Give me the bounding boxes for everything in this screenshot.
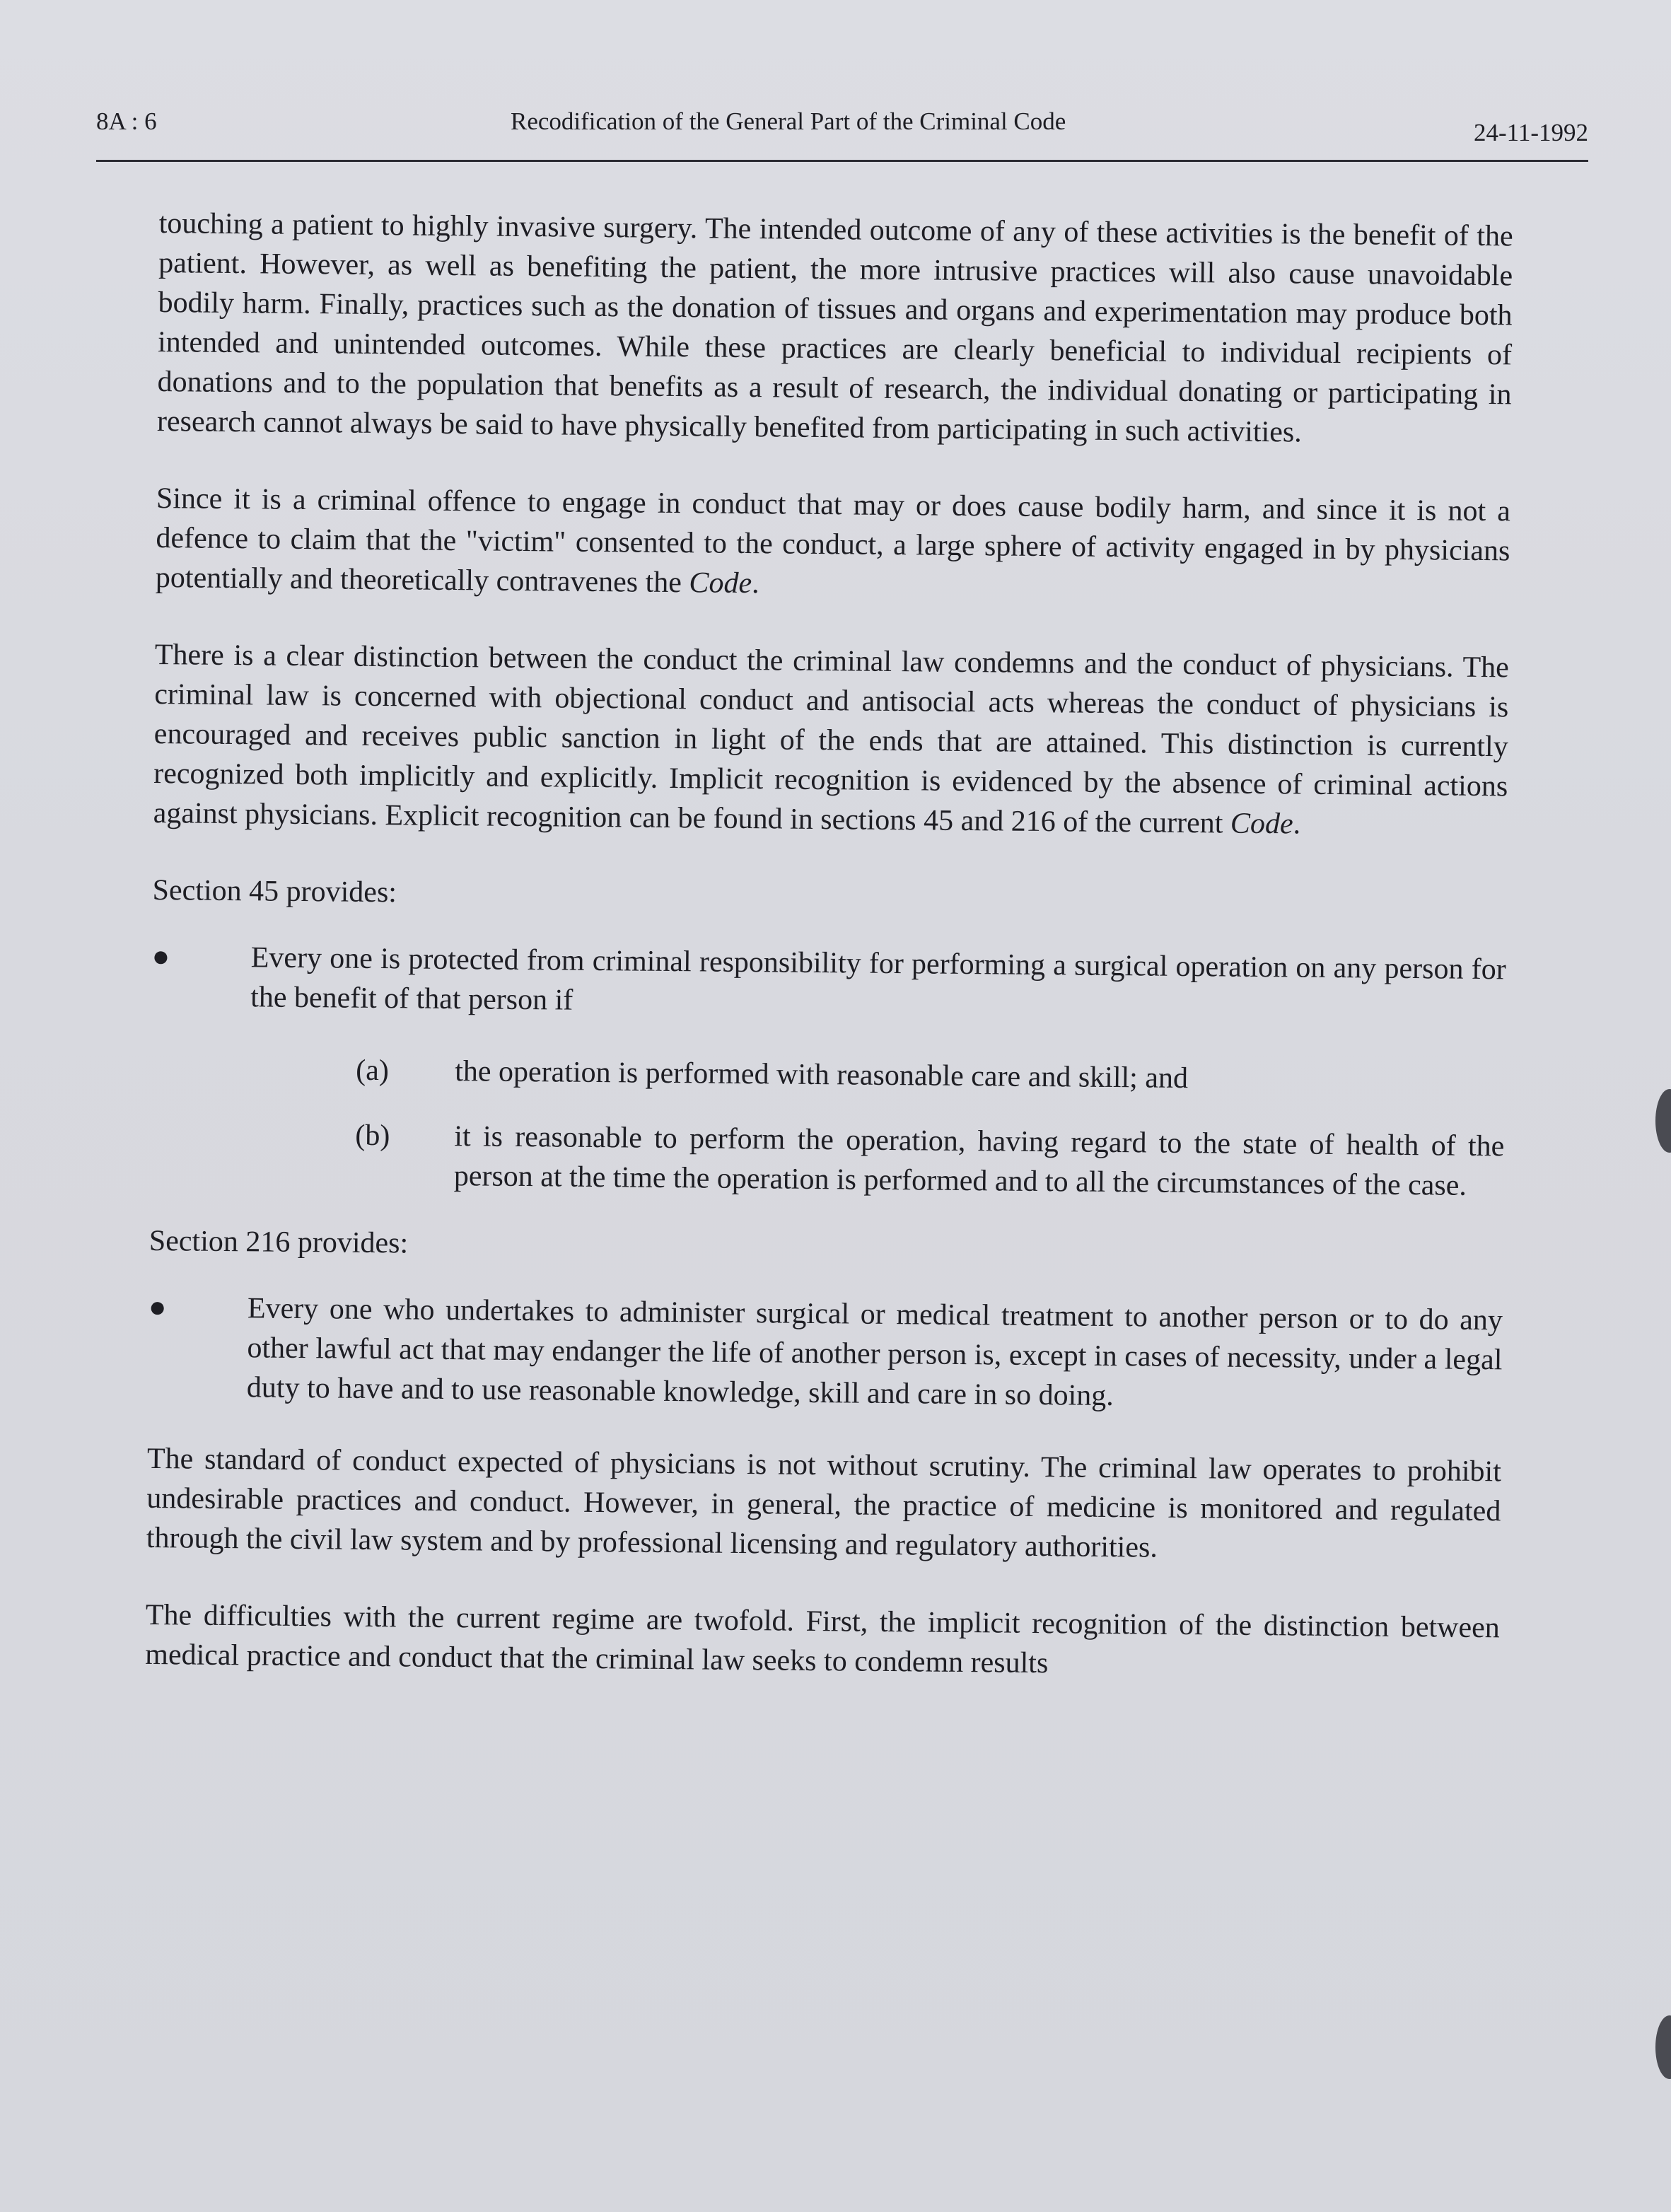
paragraph-3: [153, 635, 1509, 846]
clause-text-b: it is reasonable to perform the operation, having regard to the state of health of the person at the time the operation is performed and to all the circumstances of the case.: [453, 1120, 1505, 1202]
header-date: 24-11-1992: [1473, 119, 1588, 146]
clause-text-a: the operation is performed with reasonable care and skill; and: [455, 1055, 1189, 1095]
running-title: Recodification of the General Part of the Criminal Code: [511, 107, 1066, 135]
page-number: 8A : 6: [96, 107, 157, 135]
section-45-text: Every one is protected from criminal responsibility for performing a surgical operation on any person for the benefit of that person if: [250, 941, 1506, 1017]
code-italic: Code: [1230, 807, 1293, 841]
binder-hole-lower: [1655, 2015, 1671, 2079]
section-216-quote: [148, 1288, 1503, 1419]
code-italic: Code: [689, 566, 752, 600]
clause-label-b: (b): [355, 1119, 390, 1153]
paragraph-2-end: .: [751, 567, 759, 600]
section-45-clause-b: [150, 1114, 1505, 1206]
section-45-heading: Section 45 provides:: [152, 873, 397, 909]
paragraph-3-end: .: [1293, 808, 1301, 841]
paragraph-3-text: There is a clear distinction between the conduct the criminal law condemns and the conduct of physicians. The criminal law is concerned with objectional conduct and antisocial acts whereas the conduct of physicians is encouraged and receives public sanction in light of the ends that are attained. This distinction is currently recognized both implicitly and explicitly. Implicit recognition is evidenced by the absence of criminal actions against physicians. Explicit recognition can be found in sections 45 and 216 of the current: [153, 638, 1510, 840]
paragraph-4: The standard of conduct expected of physicians is not without scrutiny. The criminal law operates to prohibit undesirable practices and conduct. However, in general, the practice of medicine is monitored and regulated through the civil law system and by professional licensing and regulatory authorities.: [146, 1442, 1502, 1564]
binder-hole-upper: [1655, 1089, 1671, 1153]
section-45-quote: [151, 937, 1506, 1029]
section-216-heading: Section 216 provides:: [149, 1224, 409, 1260]
paragraph-1: touching a patient to highly invasive surgery. The intended outcome of any of these activities is the benefit of the patient. However, as well as benefiting the patient, the more intrusive practices will also cause unavoidable bodily harm. Finally, practices such as the donation of tissues and organs and experimentation may produce both intended and unintended outcomes. While these practices are clearly beneficial to individual recipients of donations and to the population that benefits as a result of research, the individual donating or participating in research cannot always be said to have physically benefited from participating in such activities.: [156, 206, 1513, 449]
bullet-icon: ●: [148, 1291, 167, 1325]
paragraph-2-text: Since it is a criminal offence to engage in conduct that may or does cause bodily harm, and since it is not a defence to claim that the "victim" consented to the conduct, a large sphere of activity engaged in by physicians potentially and theoretically contravenes the: [155, 482, 1511, 600]
section-216-text: Every one who undertakes to administer surgical or medical treatment to another person or to do any other lawful act that may endanger the life of another person is, except in cases of necessity, under a legal duty to have and to use reasonable knowledge, skill and care in so doing.: [246, 1292, 1503, 1413]
clause-label-a: (a): [356, 1054, 390, 1088]
page-header: [96, 106, 1588, 162]
paragraph-2: [156, 479, 1511, 610]
section-45-clause-a: [151, 1049, 1505, 1101]
page-body: [145, 204, 1513, 1725]
paragraph-5: The difficulties with the current regime are twofold. First, the implicit recognition of the distinction between medical practice and conduct that the criminal law seeks to condemn results: [145, 1598, 1500, 1680]
bullet-icon: ●: [151, 940, 170, 974]
